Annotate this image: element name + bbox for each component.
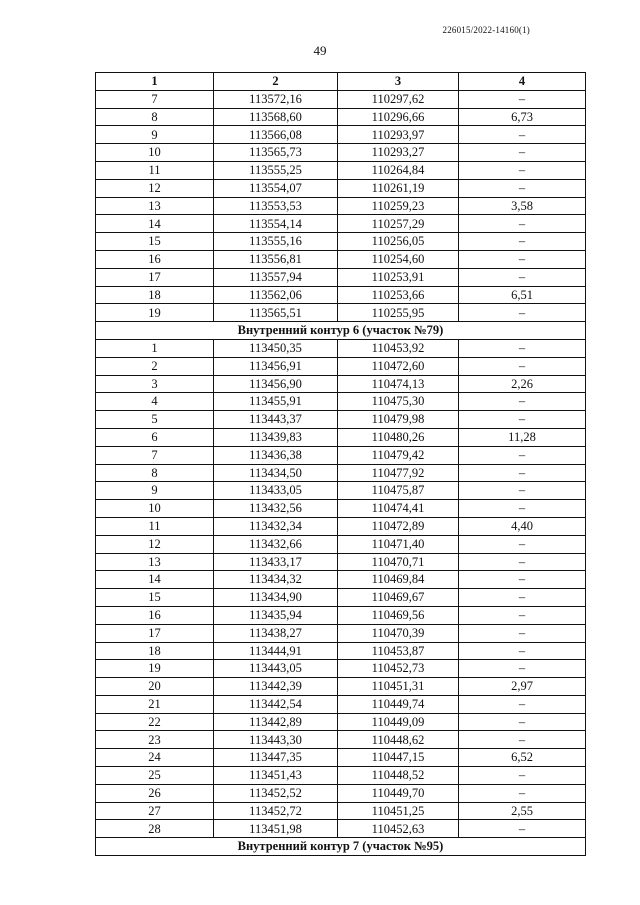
length-cell: –: [459, 233, 586, 251]
x-coordinate-cell: 113442,54: [214, 695, 338, 713]
x-coordinate-cell: 113456,90: [214, 375, 338, 393]
length-cell: –: [459, 553, 586, 571]
point-number-cell: 14: [96, 571, 214, 589]
table-row: [96, 464, 586, 482]
y-coordinate-cell: 110296,66: [338, 108, 459, 126]
column-header: 3: [338, 73, 459, 91]
x-coordinate-cell: 113568,60: [214, 108, 338, 126]
length-cell: –: [459, 571, 586, 589]
x-coordinate-cell: 113434,32: [214, 571, 338, 589]
x-coordinate-cell: 113436,38: [214, 446, 338, 464]
y-coordinate-cell: 110452,73: [338, 660, 459, 678]
x-coordinate-cell: 113438,27: [214, 624, 338, 642]
x-coordinate-cell: 113443,37: [214, 411, 338, 429]
length-cell: –: [459, 446, 586, 464]
length-cell: –: [459, 304, 586, 322]
y-coordinate-cell: 110470,71: [338, 553, 459, 571]
y-coordinate-cell: 110479,42: [338, 446, 459, 464]
x-coordinate-cell: 113557,94: [214, 268, 338, 286]
table-row: [96, 678, 586, 696]
length-cell: –: [459, 339, 586, 357]
column-header: 1: [96, 73, 214, 91]
length-cell: –: [459, 250, 586, 268]
x-coordinate-cell: 113554,07: [214, 179, 338, 197]
table-row: [96, 179, 586, 197]
table-row: [96, 144, 586, 162]
table-row: [96, 90, 586, 108]
point-number-cell: 17: [96, 268, 214, 286]
length-cell: –: [459, 589, 586, 607]
point-number-cell: 21: [96, 695, 214, 713]
point-number-cell: 27: [96, 802, 214, 820]
length-cell: –: [459, 357, 586, 375]
length-cell: –: [459, 179, 586, 197]
point-number-cell: 7: [96, 90, 214, 108]
length-cell: 6,51: [459, 286, 586, 304]
y-coordinate-cell: 110479,98: [338, 411, 459, 429]
point-number-cell: 8: [96, 108, 214, 126]
point-number-cell: 2: [96, 357, 214, 375]
length-cell: 4,40: [459, 517, 586, 535]
length-cell: –: [459, 624, 586, 642]
length-cell: –: [459, 500, 586, 518]
table-row: [96, 749, 586, 767]
y-coordinate-cell: 110470,39: [338, 624, 459, 642]
length-cell: –: [459, 820, 586, 838]
point-number-cell: 28: [96, 820, 214, 838]
table-row: [96, 215, 586, 233]
point-number-cell: 14: [96, 215, 214, 233]
length-cell: 6,52: [459, 749, 586, 767]
length-cell: –: [459, 535, 586, 553]
y-coordinate-cell: 110469,84: [338, 571, 459, 589]
x-coordinate-cell: 113456,91: [214, 357, 338, 375]
length-cell: –: [459, 215, 586, 233]
y-coordinate-cell: 110297,62: [338, 90, 459, 108]
y-coordinate-cell: 110253,66: [338, 286, 459, 304]
point-number-cell: 11: [96, 161, 214, 179]
point-number-cell: 12: [96, 535, 214, 553]
length-cell: –: [459, 126, 586, 144]
y-coordinate-cell: 110453,87: [338, 642, 459, 660]
length-cell: –: [459, 767, 586, 785]
table-row: [96, 500, 586, 518]
length-cell: –: [459, 144, 586, 162]
x-coordinate-cell: 113432,34: [214, 517, 338, 535]
point-number-cell: 12: [96, 179, 214, 197]
y-coordinate-cell: 110257,29: [338, 215, 459, 233]
length-cell: 2,97: [459, 678, 586, 696]
point-number-cell: 15: [96, 589, 214, 607]
x-coordinate-cell: 113442,89: [214, 713, 338, 731]
table-row: [96, 589, 586, 607]
point-number-cell: 9: [96, 482, 214, 500]
point-number-cell: 4: [96, 393, 214, 411]
y-coordinate-cell: 110472,60: [338, 357, 459, 375]
document-id: 226015/2022-14160(1): [442, 25, 530, 35]
x-coordinate-cell: 113566,08: [214, 126, 338, 144]
y-coordinate-cell: 110448,62: [338, 731, 459, 749]
table-row: [96, 428, 586, 446]
point-number-cell: 17: [96, 624, 214, 642]
table-row: [96, 108, 586, 126]
x-coordinate-cell: 113451,98: [214, 820, 338, 838]
point-number-cell: 13: [96, 553, 214, 571]
table-row: [96, 197, 586, 215]
length-cell: –: [459, 411, 586, 429]
point-number-cell: 18: [96, 286, 214, 304]
y-coordinate-cell: 110293,97: [338, 126, 459, 144]
table-row: [96, 660, 586, 678]
table-row: [96, 357, 586, 375]
x-coordinate-cell: 113434,50: [214, 464, 338, 482]
y-coordinate-cell: 110259,23: [338, 197, 459, 215]
y-coordinate-cell: 110477,92: [338, 464, 459, 482]
table-row: [96, 393, 586, 411]
y-coordinate-cell: 110451,31: [338, 678, 459, 696]
point-number-cell: 16: [96, 606, 214, 624]
x-coordinate-cell: 113553,53: [214, 197, 338, 215]
point-number-cell: 11: [96, 517, 214, 535]
length-cell: –: [459, 660, 586, 678]
table-row: [96, 250, 586, 268]
x-coordinate-cell: 113555,16: [214, 233, 338, 251]
point-number-cell: 19: [96, 660, 214, 678]
x-coordinate-cell: 113434,90: [214, 589, 338, 607]
y-coordinate-cell: 110475,30: [338, 393, 459, 411]
y-coordinate-cell: 110449,70: [338, 784, 459, 802]
point-number-cell: 10: [96, 500, 214, 518]
column-header: 2: [214, 73, 338, 91]
length-cell: –: [459, 268, 586, 286]
table-row: [96, 304, 586, 322]
point-number-cell: 22: [96, 713, 214, 731]
section-title: Внутренний контур 6 (участок №79): [96, 322, 586, 340]
table-row: [96, 606, 586, 624]
length-cell: –: [459, 482, 586, 500]
x-coordinate-cell: 113439,83: [214, 428, 338, 446]
x-coordinate-cell: 113433,17: [214, 553, 338, 571]
point-number-cell: 19: [96, 304, 214, 322]
table-row: [96, 411, 586, 429]
length-cell: –: [459, 642, 586, 660]
column-header: 4: [459, 73, 586, 91]
table-row: [96, 820, 586, 838]
table-row: [96, 517, 586, 535]
x-coordinate-cell: 113443,05: [214, 660, 338, 678]
x-coordinate-cell: 113572,16: [214, 90, 338, 108]
length-cell: 3,58: [459, 197, 586, 215]
length-cell: 2,26: [459, 375, 586, 393]
x-coordinate-cell: 113451,43: [214, 767, 338, 785]
table-row: [96, 695, 586, 713]
x-coordinate-cell: 113435,94: [214, 606, 338, 624]
length-cell: 2,55: [459, 802, 586, 820]
x-coordinate-cell: 113447,35: [214, 749, 338, 767]
x-coordinate-cell: 113455,91: [214, 393, 338, 411]
x-coordinate-cell: 113452,72: [214, 802, 338, 820]
table-row: [96, 339, 586, 357]
table-row: [96, 731, 586, 749]
length-cell: –: [459, 713, 586, 731]
table-row: [96, 535, 586, 553]
length-cell: –: [459, 695, 586, 713]
table-row: [96, 482, 586, 500]
length-cell: –: [459, 393, 586, 411]
length-cell: –: [459, 464, 586, 482]
table-row: [96, 375, 586, 393]
point-number-cell: 8: [96, 464, 214, 482]
length-cell: 11,28: [459, 428, 586, 446]
y-coordinate-cell: 110469,67: [338, 589, 459, 607]
y-coordinate-cell: 110451,25: [338, 802, 459, 820]
point-number-cell: 6: [96, 428, 214, 446]
point-number-cell: 9: [96, 126, 214, 144]
point-number-cell: 5: [96, 411, 214, 429]
point-number-cell: 1: [96, 339, 214, 357]
point-number-cell: 23: [96, 731, 214, 749]
x-coordinate-cell: 113442,39: [214, 678, 338, 696]
table-row: [96, 286, 586, 304]
y-coordinate-cell: 110475,87: [338, 482, 459, 500]
y-coordinate-cell: 110255,95: [338, 304, 459, 322]
y-coordinate-cell: 110447,15: [338, 749, 459, 767]
table-row: [96, 126, 586, 144]
x-coordinate-cell: 113556,81: [214, 250, 338, 268]
y-coordinate-cell: 110256,05: [338, 233, 459, 251]
y-coordinate-cell: 110448,52: [338, 767, 459, 785]
y-coordinate-cell: 110254,60: [338, 250, 459, 268]
y-coordinate-cell: 110453,92: [338, 339, 459, 357]
x-coordinate-cell: 113450,35: [214, 339, 338, 357]
y-coordinate-cell: 110474,13: [338, 375, 459, 393]
section-title: Внутренний контур 7 (участок №95): [96, 838, 586, 856]
x-coordinate-cell: 113554,14: [214, 215, 338, 233]
page-number: 49: [313, 43, 327, 58]
x-coordinate-cell: 113562,06: [214, 286, 338, 304]
table-row: [96, 713, 586, 731]
y-coordinate-cell: 110293,27: [338, 144, 459, 162]
y-coordinate-cell: 110261,19: [338, 179, 459, 197]
table-header-row: [96, 73, 586, 91]
point-number-cell: 13: [96, 197, 214, 215]
y-coordinate-cell: 110469,56: [338, 606, 459, 624]
point-number-cell: 15: [96, 233, 214, 251]
x-coordinate-cell: 113565,51: [214, 304, 338, 322]
point-number-cell: 16: [96, 250, 214, 268]
x-coordinate-cell: 113432,56: [214, 500, 338, 518]
point-number-cell: 26: [96, 784, 214, 802]
table-row: [96, 624, 586, 642]
x-coordinate-cell: 113432,66: [214, 535, 338, 553]
length-cell: –: [459, 161, 586, 179]
table-row: [96, 571, 586, 589]
point-number-cell: 20: [96, 678, 214, 696]
y-coordinate-cell: 110474,41: [338, 500, 459, 518]
table-row: [96, 553, 586, 571]
y-coordinate-cell: 110480,26: [338, 428, 459, 446]
table-row: [96, 767, 586, 785]
table-row: [96, 268, 586, 286]
table-row: [96, 802, 586, 820]
x-coordinate-cell: 113433,05: [214, 482, 338, 500]
y-coordinate-cell: 110471,40: [338, 535, 459, 553]
section-header-row: [96, 322, 586, 340]
point-number-cell: 24: [96, 749, 214, 767]
coordinates-table: [95, 72, 586, 856]
table-row: [96, 161, 586, 179]
table-body: [96, 90, 586, 855]
y-coordinate-cell: 110449,74: [338, 695, 459, 713]
length-cell: –: [459, 731, 586, 749]
table-row: [96, 233, 586, 251]
y-coordinate-cell: 110452,63: [338, 820, 459, 838]
point-number-cell: 7: [96, 446, 214, 464]
x-coordinate-cell: 113452,52: [214, 784, 338, 802]
length-cell: 6,73: [459, 108, 586, 126]
table-row: [96, 446, 586, 464]
length-cell: –: [459, 90, 586, 108]
x-coordinate-cell: 113443,30: [214, 731, 338, 749]
point-number-cell: 10: [96, 144, 214, 162]
y-coordinate-cell: 110264,84: [338, 161, 459, 179]
section-header-row: [96, 838, 586, 856]
y-coordinate-cell: 110472,89: [338, 517, 459, 535]
point-number-cell: 18: [96, 642, 214, 660]
x-coordinate-cell: 113444,91: [214, 642, 338, 660]
y-coordinate-cell: 110449,09: [338, 713, 459, 731]
length-cell: –: [459, 606, 586, 624]
y-coordinate-cell: 110253,91: [338, 268, 459, 286]
point-number-cell: 3: [96, 375, 214, 393]
table-row: [96, 642, 586, 660]
table-row: [96, 784, 586, 802]
point-number-cell: 25: [96, 767, 214, 785]
x-coordinate-cell: 113565,73: [214, 144, 338, 162]
length-cell: –: [459, 784, 586, 802]
x-coordinate-cell: 113555,25: [214, 161, 338, 179]
